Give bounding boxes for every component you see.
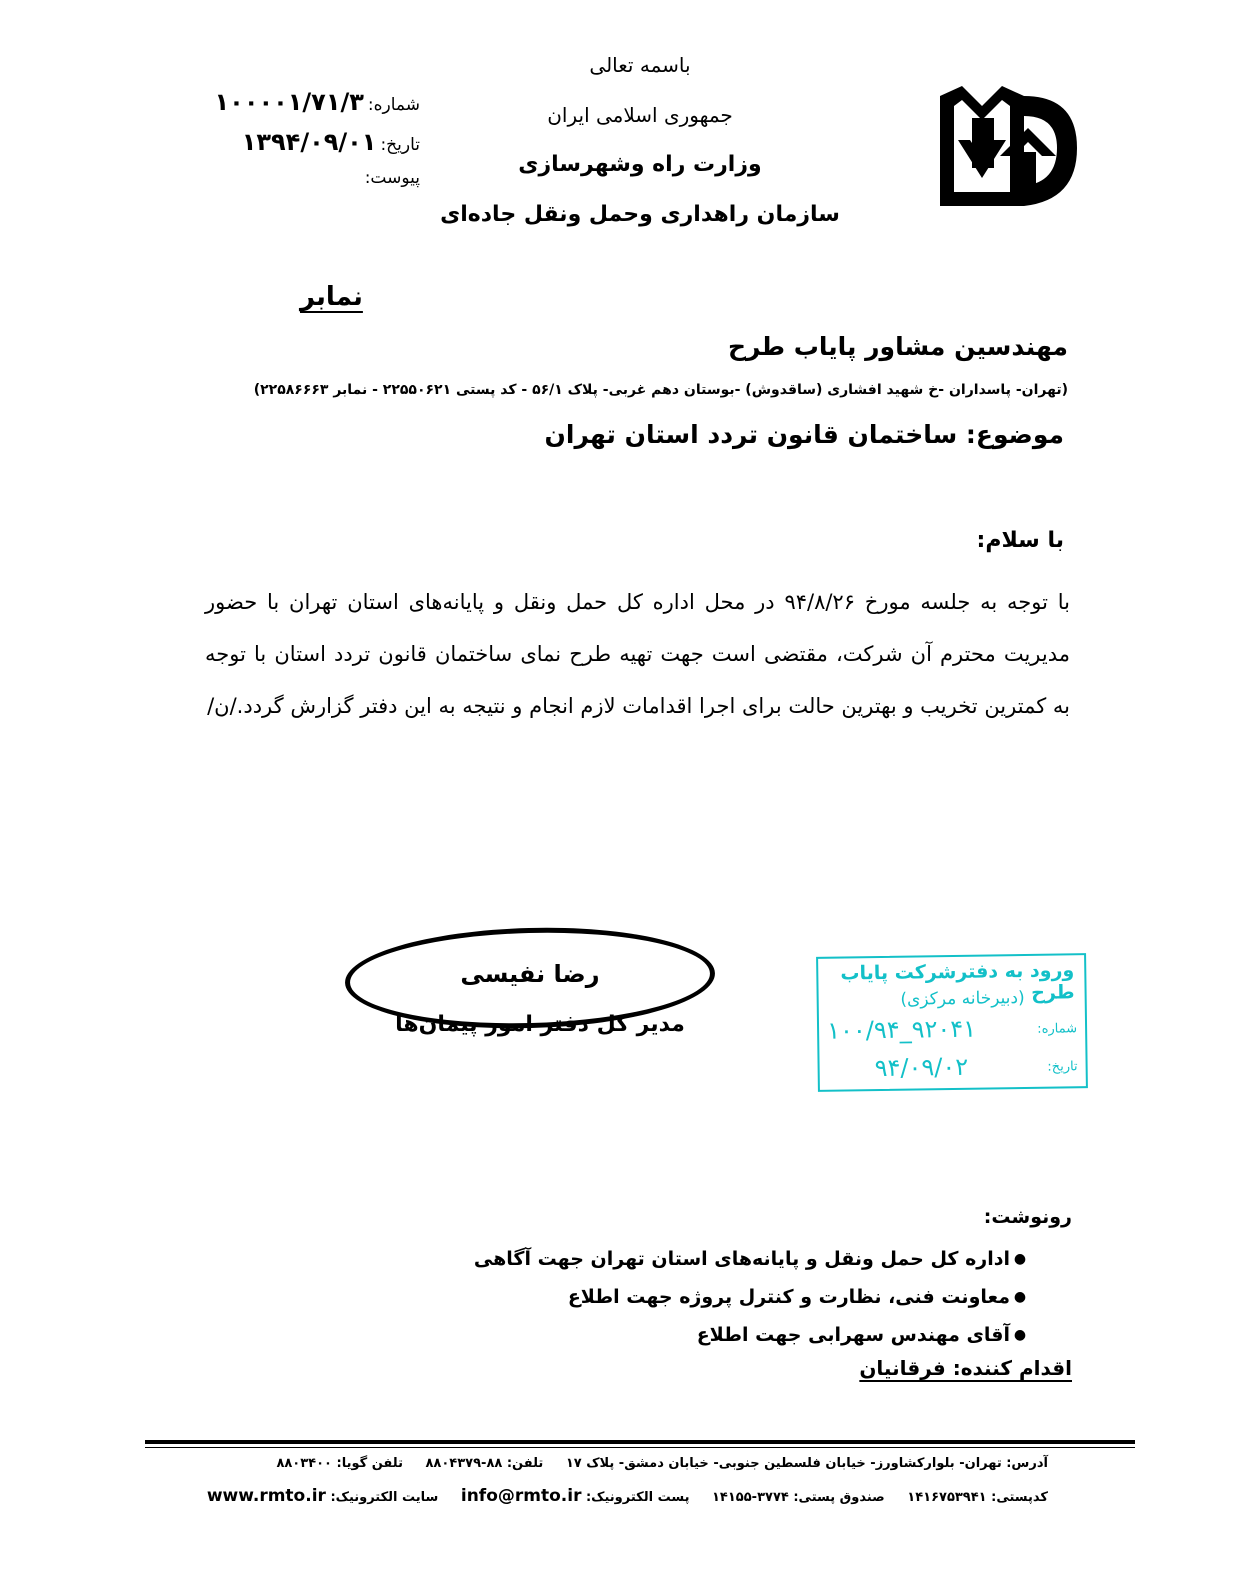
list-item (474, 1278, 1030, 1316)
footer-email-label: پست الکترونیک: (585, 1490, 690, 1505)
recipient-address: (تهران- پاسداران -خ شهید افشاری (ساقدوش) -بوستان دهم غربی- پلاک ۵۶/۱ - کد پستی ۲۲۵۵۰۶۲۱ - نمابر ۲۲۵۸۶۶۶۳) (253, 382, 1068, 398)
bullet-icon: ● (1013, 1327, 1027, 1343)
footer-address: آدرس: تهران- بلوارکشاورز- خیابان فلسطین جنوبی- خیابان دمشق- پلاک ۱۷ (565, 1456, 1048, 1471)
country-name: جمهوری اسلامی ایران (547, 103, 733, 127)
copy-recipient: معاونت فنی، نظارت و کنترل پروژه جهت اطلاع (567, 1286, 1010, 1308)
stamp-date-label: تاریخ: (1047, 1059, 1078, 1075)
bismillah-line: باسمه تعالی (589, 53, 691, 77)
action-by: اقدام کننده: فرقانیان (859, 1356, 1072, 1380)
number-label: شماره: (367, 95, 420, 115)
footer-voice-phone: تلفن گویا: ۸۸۰۳۴۰۰ (276, 1456, 403, 1471)
list-item (474, 1240, 1030, 1278)
letter-number: ۱۰۰۰۰۱/۷۱/۳ (214, 88, 364, 116)
recipient-name: مهندسین مشاور پایاب طرح (727, 332, 1068, 361)
stamp-title: ورود به دفترشرکت پایاب طرح (840, 959, 1075, 1004)
organization-logo-icon (932, 78, 1082, 218)
stamp-number-label: شماره: (1037, 1021, 1078, 1037)
date-label: تاریخ: (380, 135, 420, 155)
bullet-icon: ● (1013, 1251, 1027, 1267)
bullet-icon: ● (1013, 1289, 1027, 1305)
footer-phone: تلفن: ۸۸-۸۸۰۴۳۷۹ (425, 1456, 544, 1471)
letterhead (440, 40, 840, 240)
number-row (190, 88, 420, 128)
attachment-row (190, 168, 420, 208)
date-row (190, 128, 420, 168)
stamp-subtitle: (دبیرخانه مرکزی) (900, 987, 1025, 1010)
footer-email[interactable]: info@rmto.ir (460, 1486, 582, 1506)
footer-po-box: صندوق پستی: ۳۷۷۴-۱۴۱۵۵ (711, 1490, 885, 1505)
letter-meta (190, 88, 420, 208)
copies-heading: رونوشت: (983, 1206, 1072, 1228)
list-item (474, 1316, 1030, 1354)
footer-divider (145, 1440, 1135, 1444)
salutation: با سلام: (976, 528, 1064, 553)
footer-postal-line (207, 1486, 1048, 1506)
copies-list (474, 1240, 1030, 1354)
copy-recipient: آقای مهندس سهرابی جهت اطلاع (696, 1324, 1010, 1346)
stamp-date: ۹۴/۰۹/۰۲ (874, 1052, 969, 1083)
footer-contact-line (276, 1456, 1048, 1471)
stamp-number: ۱۰۰/۹۴_۹۲۰۴۱ (826, 1014, 977, 1045)
letter-date: ۱۳۹۴/۰۹/۰۱ (241, 128, 377, 156)
signer-name: رضا نفیسی (460, 960, 600, 988)
copy-recipient: اداره کل حمل ونقل و پایانه‌های استان تهران جهت آگاهی (473, 1248, 1010, 1270)
footer-website-label: سایت الکترونیک: (330, 1490, 439, 1505)
received-stamp (816, 953, 1088, 1092)
ministry-name: وزارت راه وشهرسازی (518, 152, 762, 177)
footer-website[interactable]: www.rmto.ir (206, 1486, 326, 1506)
letter-body: با توجه به جلسه مورخ ۹۴/۸/۲۶ در محل اداره کل حمل ونقل و پایانه‌های استان تهران با حضور مدیریت محترم آن شرکت، مقتضی است جهت تهیه طرح نمای ساختمان قانون تردد استان با توجه به کمترین تخریب و بهترین حالت برای اجرا اقدامات لازم انجام و نتیجه به این دفتر گزارش گردد./ن/ (205, 590, 1070, 718)
signer-title: مدیر کل دفتر امور پیمان‌ها (395, 1012, 685, 1037)
attachment-label: پیوست: (364, 168, 420, 188)
subject-line: موضوع: ساختمان قانون تردد استان تهران (544, 420, 1064, 449)
footer-postal-code: کدپستی: ۱۴۱۶۷۵۳۹۴۱ (907, 1490, 1048, 1505)
footer-divider-thin (145, 1447, 1135, 1448)
organization-name: سازمان راهداری وحمل ونقل جاده‌ای (440, 202, 840, 227)
document-type: نمابر (300, 282, 363, 312)
